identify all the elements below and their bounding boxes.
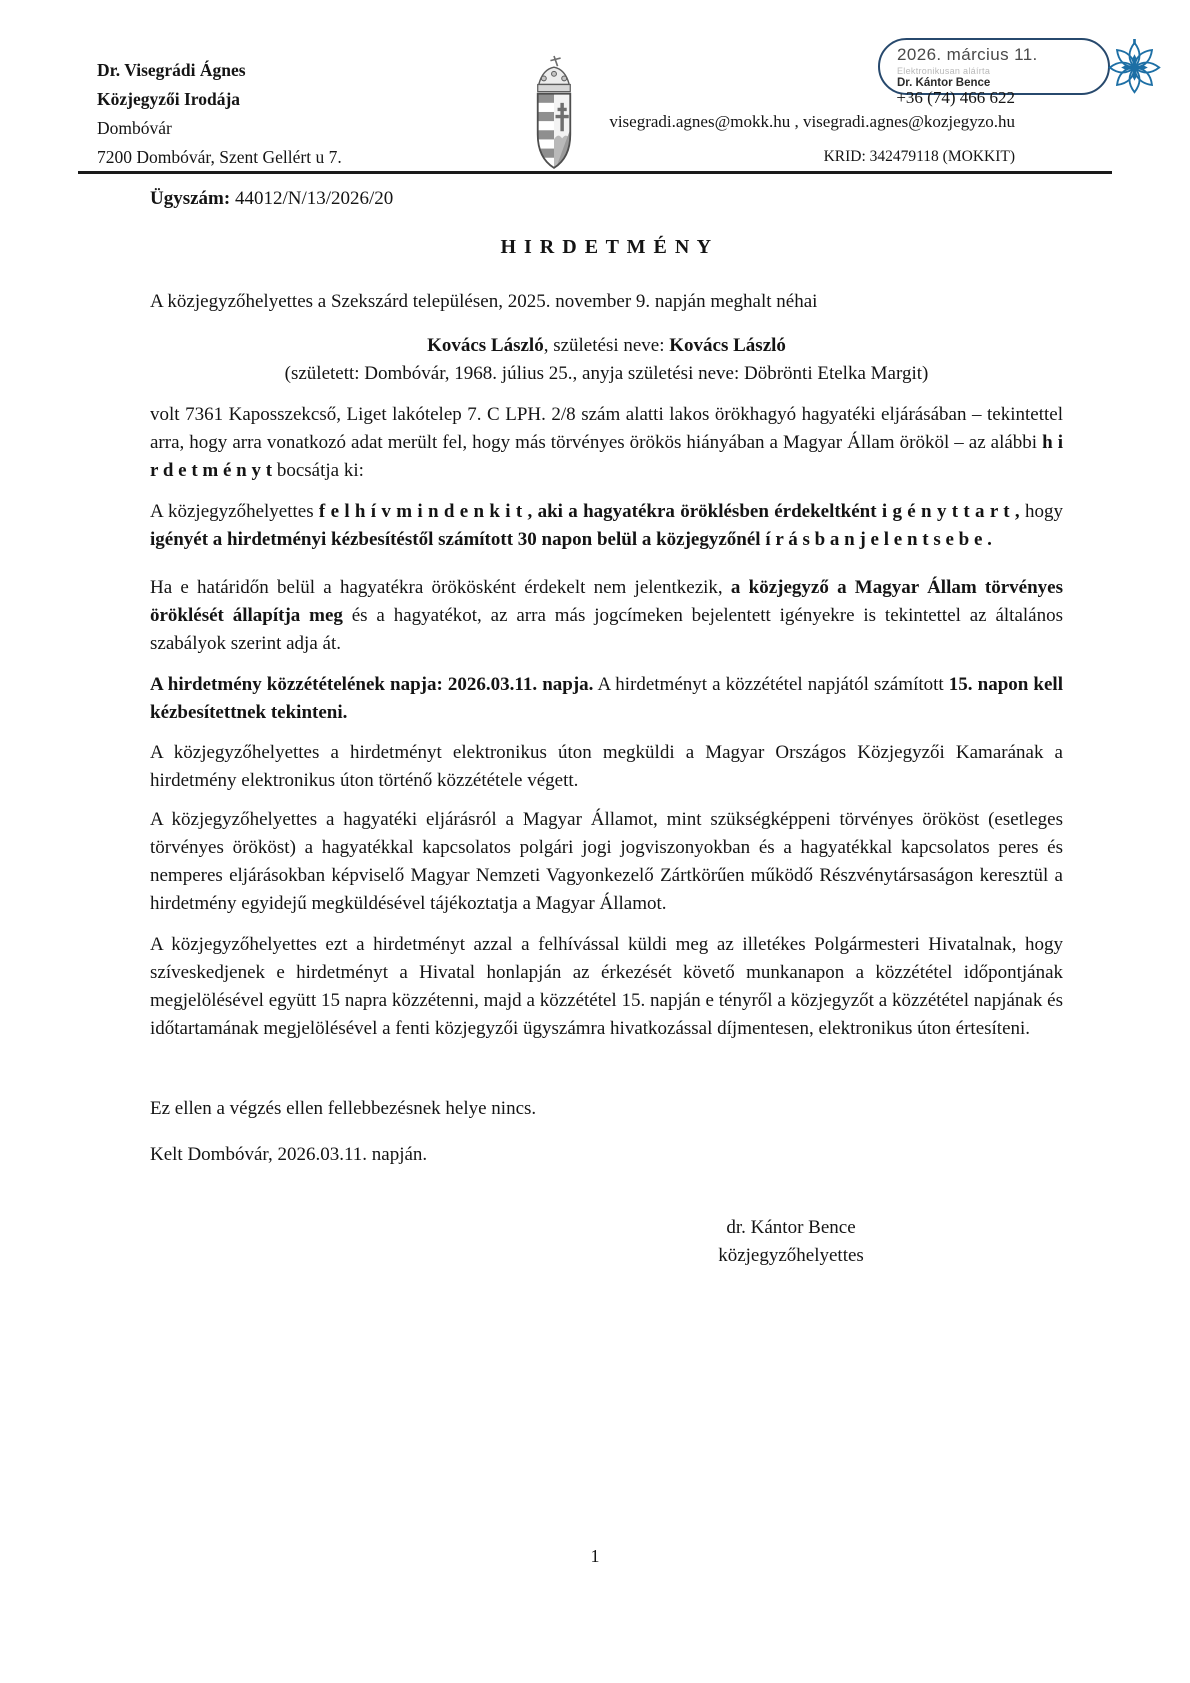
case-number-value: 44012/N/13/2026/20 [234, 188, 394, 209]
contact-block [590, 86, 1015, 169]
paragraph [150, 401, 1063, 485]
paragraph-list [150, 288, 1063, 1169]
notary-office-title: Közjegyzői Irodája [97, 89, 241, 109]
text-segment: Ez ellen a végzés ellen fellebbezésnek helye nincs. [150, 1098, 537, 1119]
krid-number: KRID: 342479118 (MOKKIT) [823, 148, 1015, 165]
bold-text-segment: igényét a hirdetményi kézbesítéstől számított 30 napon belül a közjegyzőnél í r á s b a n j e l e n t s e b e . [150, 529, 992, 550]
bold-text-segment: 15. napon kell kézbesítettnek tekinteni. [150, 674, 1063, 723]
bold-text-segment: h i r d e t m é n y t [150, 432, 1063, 481]
text-segment: Kelt Dombóvár, 2026.03.11. napján. [150, 1144, 428, 1165]
paragraph [150, 288, 1063, 316]
paragraph [150, 1095, 1063, 1123]
notary-address: 7200 Dombóvár, Szent Gellért u 7. [97, 147, 342, 167]
esign-signer-name: Dr. Kántor Bence [897, 77, 991, 89]
paragraph [150, 498, 1063, 554]
text-segment: A közjegyzőhelyettes ezt a hirdetményt azzal a felhívással küldi meg az illetékes Polgármesteri Hivatalnak, hogy szíveskedjenek e hirdetményt a Hivatal honlapján az érkezését követő munkanapon a közzététel időpontjának megjelölésével együtt 15 napra közzétenni, majd a közzététel 15. napján e tényről a közjegyzőt a közzététel napjának és időtartamának megjelölésével a fenti közjegyzői ügyszámra hivatkozással díjmentesen, elektronikus úton értesíteni. [150, 934, 1063, 1039]
hirdetmeny-title: H I R D E T M É N Y [500, 236, 713, 258]
paragraph [150, 671, 1063, 727]
esign-method-label: Elektronikusan aláírta [897, 66, 991, 76]
signer-name: dr. Kántor Bence [726, 1217, 856, 1238]
case-number-label: Ügyszám: [150, 188, 231, 209]
paragraph [150, 931, 1063, 1043]
text-segment: és a hagyatékot, az arra más jogcímeken bejelentett igényekre is tekintettel az általános szabályok szerint adja át. [150, 605, 1063, 654]
text-segment: (született: Dombóvár, 1968. július 25., anyja születési neve: Döbrönti Etelka Margit) [284, 363, 929, 384]
notary-name: Dr. Visegrádi Ágnes [97, 60, 246, 80]
text-segment: hogy [1019, 501, 1064, 522]
text-segment: A közjegyzőhelyettes a hagyatéki eljárásról a Magyar Államot, mint szükségképpeni törvényes örököst (esetleges törvényes örököst) a hagyatékkal kapcsolatos polgári jogi jogviszonyokban és a hagyatékkal kapcsolatos peres és nemperes eljárásokban képviselő Magyar Nemzeti Vagyonkezelő Zártkörűen működő Részvénytársaságon keresztül a hirdetmény egyidejű megküldésével tájékoztatja a Magyar Államot. [150, 809, 1063, 914]
notary-office-block [97, 56, 342, 172]
text-segment: Ha e határidőn belül a hagyatékra örökösként érdekelt nem jelentkezik, [150, 577, 731, 598]
text-segment: A közjegyzőhelyettes a hirdetményt elektronikus úton megküldi a Magyar Országos Közjegyzői Kamarának a hirdetmény elektronikus úton történő közzététele végett. [150, 742, 1063, 791]
bold-text-segment: Kovács László [669, 335, 786, 356]
email-addresses: visegradi.agnes@mokk.hu , visegradi.agnes@kozjegyzo.hu [609, 112, 1015, 131]
paragraph [150, 806, 1063, 918]
page-number: 1 [590, 1546, 600, 1566]
text-segment: volt 7361 Kaposszekcső, Liget lakótelep 7. C LPH. 2/8 szám alatti lakos örökhagyó hagyatéki eljárásában – tekintettel arra, hogy arra vonatkozó adat merült fel, hogy más törvényes örökös hiányában a Magyar Állam örököl – az alábbi [150, 404, 1063, 453]
paragraph [150, 360, 1063, 388]
bold-text-segment: a közjegyző a Magyar Állam törvényes öröklését állapítja meg [150, 577, 1063, 626]
paragraph [150, 574, 1063, 658]
esign-date: 2026. március 11. [897, 45, 1038, 64]
bold-text-segment: f e l h í v m i n d e n k i t , aki a hagyatékra öröklésben érdekeltként i g é n y t t a r t , [318, 501, 1020, 522]
paragraph [150, 332, 1063, 360]
signature-rosette-icon [1106, 39, 1163, 96]
signature-block [666, 1214, 916, 1270]
signer-role: közjegyzőhelyettes [718, 1245, 864, 1266]
notary-city: Dombóvár [97, 118, 172, 138]
document-body [150, 185, 1063, 1270]
bold-text-segment: Kovács László [427, 335, 544, 356]
text-segment: , születési neve: [543, 335, 670, 356]
header-divider [78, 171, 1112, 174]
case-number-line [150, 185, 1063, 213]
coat-of-arms-icon [522, 54, 586, 174]
text-segment: A hirdetményt a közzététel napjától számított [593, 674, 949, 695]
phone-number: +36 (74) 466 622 [896, 88, 1015, 107]
paragraph [150, 739, 1063, 795]
text-segment: A közjegyzőhelyettes a Szekszárd településen, 2025. november 9. napján meghalt néhai [150, 291, 818, 312]
text-segment: A közjegyzőhelyettes [150, 501, 319, 522]
text-segment: bocsátja ki: [272, 460, 364, 481]
bold-text-segment: A hirdetmény közzétételének napja: 2026.03.11. napja. [150, 674, 594, 695]
paragraph [150, 1141, 1063, 1169]
